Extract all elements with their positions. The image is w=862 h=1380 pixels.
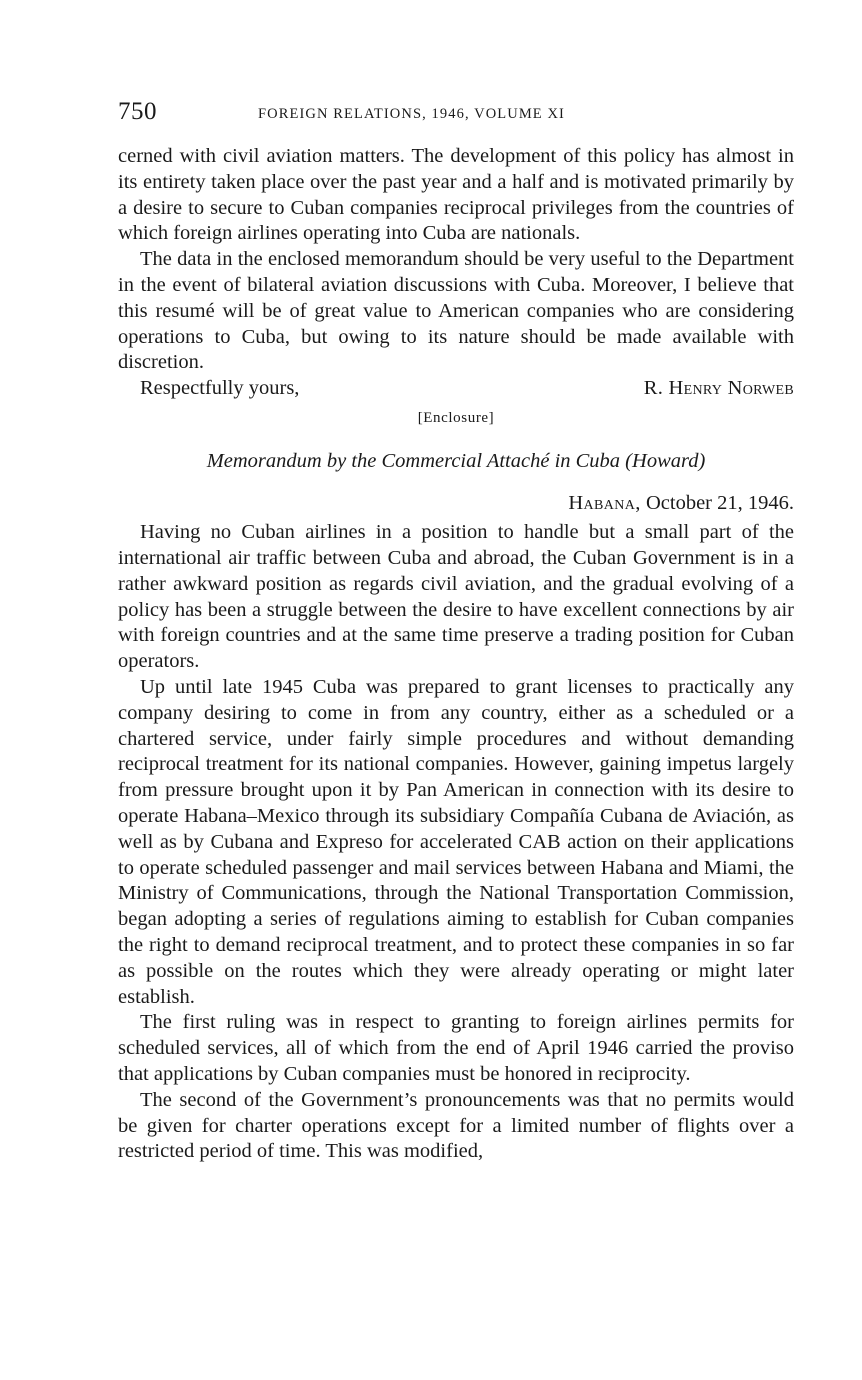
memorandum-paragraph: Having no Cuban airlines in a position to handle but a small part of the international air traffic between Cuba and abroad, the Cuban Government is in a rather awkward position as regards civil aviation, and the gradual evolving of a policy has been a struggle between the desire to have excellent connections by air with foreign countries and at the same time preserve a trading position for Cuban operators. bbox=[118, 521, 794, 673]
memorandum-paragraph: The first ruling was in respect to granting to foreign airlines permits for scheduled services, all of which from the end of April 1946 carried the proviso that applications by Cuban companies must be honored in reciprocity. bbox=[118, 1011, 794, 1085]
letter-paragraph: cerned with civil aviation matters. The development of this policy has almost in its entirety taken place over the past year and a half and is motivated primarily by a desire to secure to Cuban companies reciprocal privileges from the countries of which foreign airlines operating into Cuba are nationals. bbox=[118, 145, 794, 245]
letter-paragraph: The data in the enclosed memorandum should be very useful to the Department in the event of bilateral aviation discussions with Cuba. Moreover, I believe that this resumé will be of great value to American companies who are considering operations to Cuba, but owing to its nature should be made available with discretion. bbox=[118, 248, 794, 374]
letter-signer: R. Henry Norweb bbox=[643, 377, 794, 400]
memorandum-dateline bbox=[118, 492, 794, 518]
document-page bbox=[118, 96, 794, 1165]
dateline-place: Habana, bbox=[568, 492, 641, 515]
dateline-date: October 21, 1946. bbox=[645, 492, 794, 515]
running-header bbox=[118, 96, 794, 136]
letter-closing: Respectfully yours, bbox=[140, 377, 300, 400]
memorandum-paragraph: Up until late 1945 Cuba was prepared to grant licenses to practically any company desiring to come in from any country, either as a scheduled or a chartered service, under fairly simple procedures and without demanding reciprocal treatment for its national companies. However, gaining impetus largely from pressure brought upon it by Pan American in connection with its desire to operate Habana–Mexico through its subsidiary Compañía Cubana de Aviación, as well as by Cubana and Expreso for accelerated CAB action on their applications to operate scheduled passenger and mail services between Habana and Miami, the Ministry of Communications, through the National Transportation Commission, began adopting a series of regulations aiming to establish for Cuban companies the right to demand reciprocal treatment, and to protect these companies in so far as possible on the routes which they were already operating or might later establish. bbox=[118, 675, 794, 1008]
page-number: 750 bbox=[118, 98, 157, 125]
memorandum-heading: Memorandum by the Commercial Attaché in Cuba (Howard) bbox=[206, 450, 706, 473]
enclosure-label: [Enclosure] bbox=[417, 410, 495, 427]
running-title: FOREIGN RELATIONS, 1946, VOLUME XI bbox=[258, 106, 565, 122]
memorandum-paragraph: The second of the Government’s pronouncements was that no permits would be given for charter operations except for a limited number of flights over a restricted period of time. This was modified, bbox=[118, 1088, 794, 1163]
signature-line bbox=[118, 376, 794, 402]
